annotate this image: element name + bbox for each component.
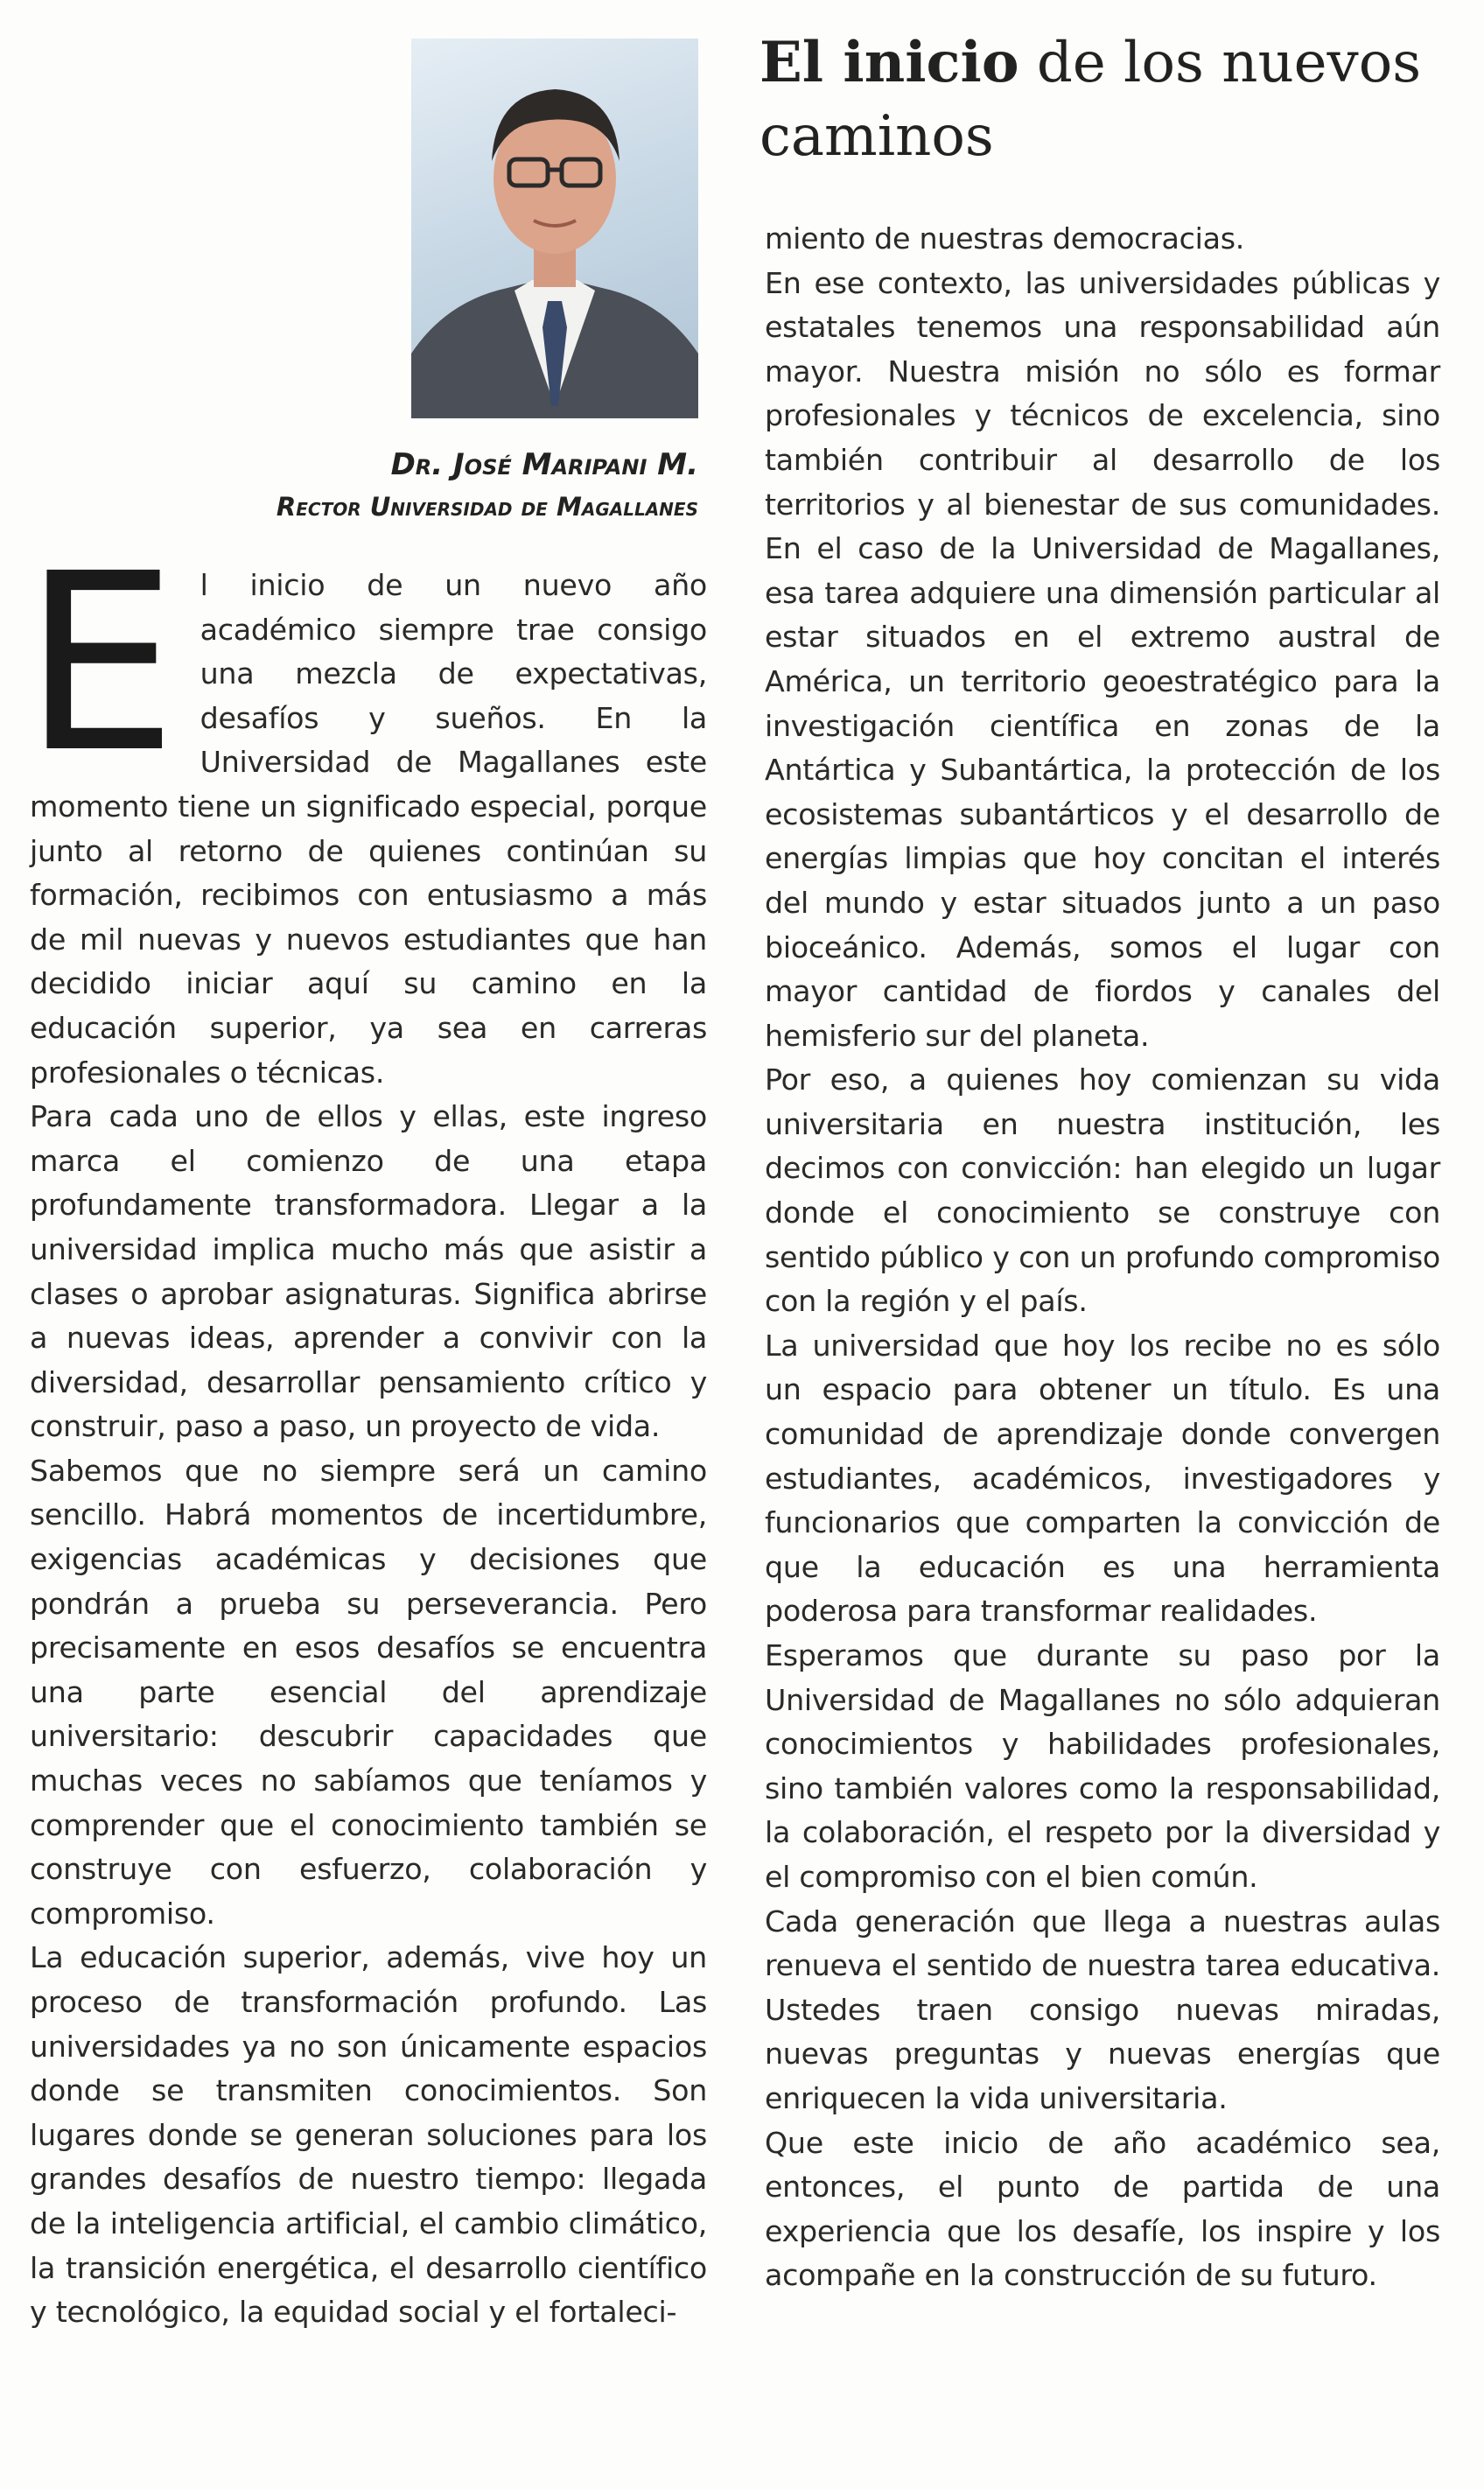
paragraph: Cada generación que llega a nuestras aulas renueva el sentido de nuestra tarea educativa. Ustedes traen consigo nuevas miradas, nuevas preguntas y nuevas energías que enriquecen la vida universitaria. bbox=[765, 1904, 1440, 2115]
portrait-illustration bbox=[411, 39, 698, 418]
paragraph: Para cada uno de ellos y ellas, este ingreso marca el comienzo de una etapa profundamente transformadora. Llegar a la universidad implica mucho más que asistir a clases o aprobar asignaturas. Significa abrirse a nuevas ideas, aprender a convivir con la diversidad, desarrollar pensamiento crítico y construir, paso a paso, un proyecto de vida. bbox=[30, 1099, 707, 1444]
paragraph: miento de nuestras democracias. bbox=[765, 221, 1245, 256]
paragraph: Sabemos que no siempre será un camino sencillo. Habrá momentos de incertidumbre, exigencias académicas y decisiones que pondrán a prueba su perseverancia. Pero precisamente en esos desafíos se encuentra una parte esencial del aprendizaje universitario: descubrir capacidades que muchas veces no sabíamos que teníamos y comprender que el conocimiento también se construye con esfuerzo, colaboración y compromiso. bbox=[30, 1453, 707, 1931]
author-portrait bbox=[411, 39, 698, 418]
author-name: Dr. José Maripani M. bbox=[390, 447, 698, 482]
drop-cap: E bbox=[23, 522, 178, 807]
headline-rest: de los nuevos caminos bbox=[760, 31, 1422, 169]
right-column bbox=[765, 217, 1440, 2298]
author-role: Rector Universidad de Magallanes bbox=[276, 492, 698, 522]
headline-bold: El inicio bbox=[760, 30, 1019, 95]
paragraph: En ese contexto, las universidades públicas y estatales tenemos una responsabilidad aún mayor. Nuestra misión no sólo es formar profesionales y técnicos de excelencia, sino también contribuir al desarrollo de los territorios y al bienestar de sus comunidades. En el caso de la Universidad de Magallanes, esa tarea adquiere una dimensión particular al estar situados en el extremo austral de América, un territorio geoestratégico para la investigación científica en zonas de la Antártica y Subantártica, la protección de los ecosistemas subantárticos y el desarrollo de energías limpias que hoy concitan el interés del mundo y estar situados junto a un paso bioceánico. Además, somos el lugar con mayor cantidad de fiordos y canales del hemisferio sur del planeta. bbox=[765, 265, 1440, 1053]
paragraph: La universidad que hoy los recibe no es sólo un espacio para obtener un título. Es una comunidad de aprendizaje donde convergen estudiantes, académicos, investigadores y funcionarios que comparten la convicción de que la educación es una herramienta poderosa para transformar realidades. bbox=[765, 1328, 1440, 1629]
byline bbox=[86, 443, 698, 527]
left-column bbox=[23, 522, 707, 2335]
paragraph: l inicio de un nuevo año académico siempre trae consigo una mezcla de expectativas, desafíos y sueños. En la Universidad de Magallanes este momento tiene un significado especial, porque junto al retorno de quienes continúan su formación, recibimos con entusiasmo a más de mil nuevas y nuevos estudiantes que han decidido iniciar aquí su camino en la educación superior, ya sea en carreras profesionales o técnicas. bbox=[30, 568, 707, 1090]
paragraph: Por eso, a quienes hoy comienzan su vida universitaria en nuestra institución, les decimos con convicción: han elegido un lugar donde el conocimiento se construye con sentido público y con un profundo compromiso con la región y el país. bbox=[765, 1062, 1440, 1319]
paragraph: Esperamos que durante su paso por la Universidad de Magallanes no sólo adquieran conocimientos y habilidades profesionales, sino también valores como la responsabilidad, la colaboración, el respeto por la diversidad y el compromiso con el bien común. bbox=[765, 1638, 1440, 1894]
headline bbox=[760, 26, 1460, 173]
paragraph: Que este inicio de año académico sea, entonces, el punto de partida de una experiencia que los desafíe, los inspire y los acompañe en la construcción de su futuro. bbox=[765, 2125, 1440, 2293]
paragraph: La educación superior, además, vive hoy un proceso de transformación profundo. Las universidades ya no son únicamente espacios donde se transmiten conocimientos. Son lugares donde se generan soluciones para los grandes desafíos de nuestro tiempo: llegada de la inteligencia artificial, el cambio climático, la transición energética, el desarrollo científico y tecnológico, la equidad social y el fortaleci- bbox=[30, 1940, 707, 2330]
